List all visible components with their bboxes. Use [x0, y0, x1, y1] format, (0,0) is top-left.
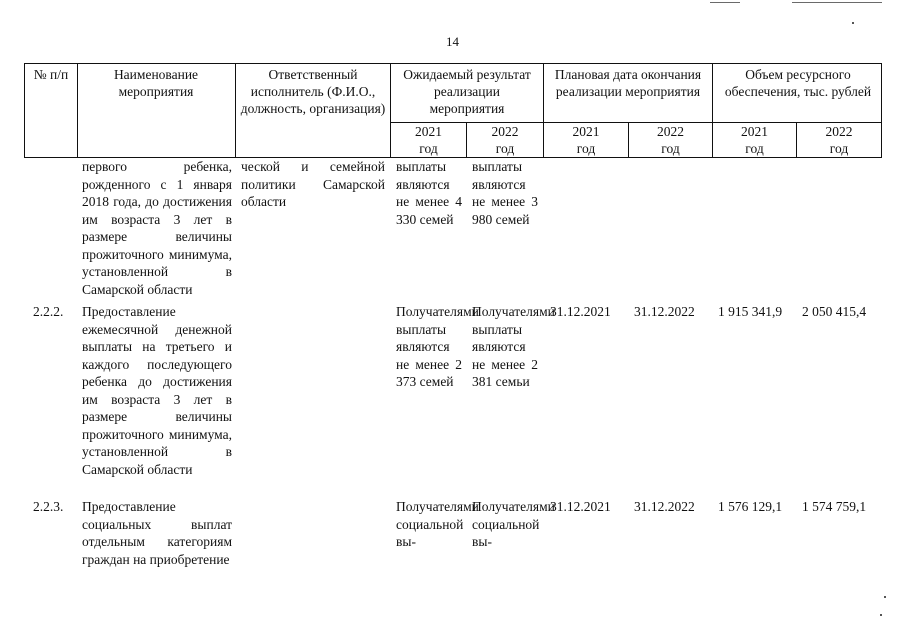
year-unit: год	[419, 141, 438, 156]
scan-mark	[710, 2, 740, 3]
header-num: № п/п	[33, 67, 69, 82]
year-unit: год	[745, 141, 764, 156]
page-number: 14	[446, 34, 459, 49]
row-2-result-2021: Получателями выплаты являются не менее 2 373 семей	[396, 304, 479, 389]
header-name: Наименование мероприятия	[113, 67, 199, 99]
header-executor: Ответственный исполнитель (Ф.И.О., должность, организация)	[240, 67, 386, 116]
row-2-date-2022: 31.12.2022	[634, 304, 695, 319]
header-expected-result: Ожидаемый результат реализации мероприятия	[403, 67, 531, 116]
row-3-result-2022: Получателями социальной вы-	[472, 499, 555, 549]
row-2-num: 2.2.2.	[33, 304, 64, 319]
row-3-result-2021: Получателями социальной вы-	[396, 499, 479, 549]
row-1-executor: ческой и семейной политики Самарской области	[241, 159, 385, 209]
year-header	[629, 123, 712, 157]
scan-dot	[852, 22, 854, 24]
row-1-result-2022: выплаты являются не менее 3 980 семей	[472, 159, 538, 227]
year-header	[713, 123, 796, 157]
col-border	[77, 63, 78, 158]
row-3-num: 2.2.3.	[33, 499, 64, 514]
year-unit: год	[576, 141, 596, 156]
year-header	[391, 123, 466, 157]
year-label: 2022	[825, 124, 853, 139]
row-3-date-2021: 31.12.2021	[550, 499, 611, 514]
header-resource-volume: Объем ресурсного обеспечения, тыс. рублей	[724, 67, 872, 99]
year-header	[797, 123, 881, 157]
scan-dot	[880, 614, 882, 616]
year-label: 2021	[415, 124, 442, 139]
header-planned-date: Плановая дата окончания реализации мероприятия	[554, 67, 702, 99]
row-2-amount-2022: 2 050 415,4	[802, 304, 867, 319]
year-header	[467, 123, 543, 157]
table-top-border	[24, 63, 882, 64]
row-3-date-2022: 31.12.2022	[634, 499, 695, 514]
year-label: 2021	[572, 124, 600, 139]
row-3-amount-2022: 1 574 759,1	[802, 499, 867, 514]
col-border	[24, 63, 25, 158]
scan-dot	[884, 596, 886, 598]
row-2-date-2021: 31.12.2021	[550, 304, 611, 319]
year-header	[544, 123, 628, 157]
row-3-amount-2021: 1 576 129,1	[718, 499, 783, 514]
year-unit: год	[661, 141, 680, 156]
year-label: 2022	[491, 124, 519, 139]
row-3-name: Предоставление социальных выплат отдельным категориям граждан на приобретение	[82, 499, 232, 567]
row-1-result-2021: выплаты являются не менее 4 330 семей	[396, 159, 462, 227]
scan-mark	[792, 2, 882, 3]
year-unit: год	[495, 141, 515, 156]
row-2-amount-2021: 1 915 341,9	[718, 304, 783, 319]
year-label: 2021	[741, 124, 768, 139]
row-2-result-2022: Получателями выплаты являются не менее 2 381 семьи	[472, 304, 555, 389]
year-unit: год	[829, 141, 849, 156]
row-2-name: Предоставление ежемесячной денежной выплаты на третьего и каждого последующего ребенка до достижения им возраста 3 лет в размере величины прожиточного минимума, установленной в Самарской области	[82, 304, 232, 477]
col-border	[235, 63, 236, 158]
year-label: 2022	[657, 124, 684, 139]
row-1-name: первого ребенка, рожденного с 1 января 2018 года, до достижения им возраста 3 лет в размере величины прожиточного минимума, установленной в Самарской области	[82, 159, 232, 297]
col-border	[881, 63, 882, 158]
